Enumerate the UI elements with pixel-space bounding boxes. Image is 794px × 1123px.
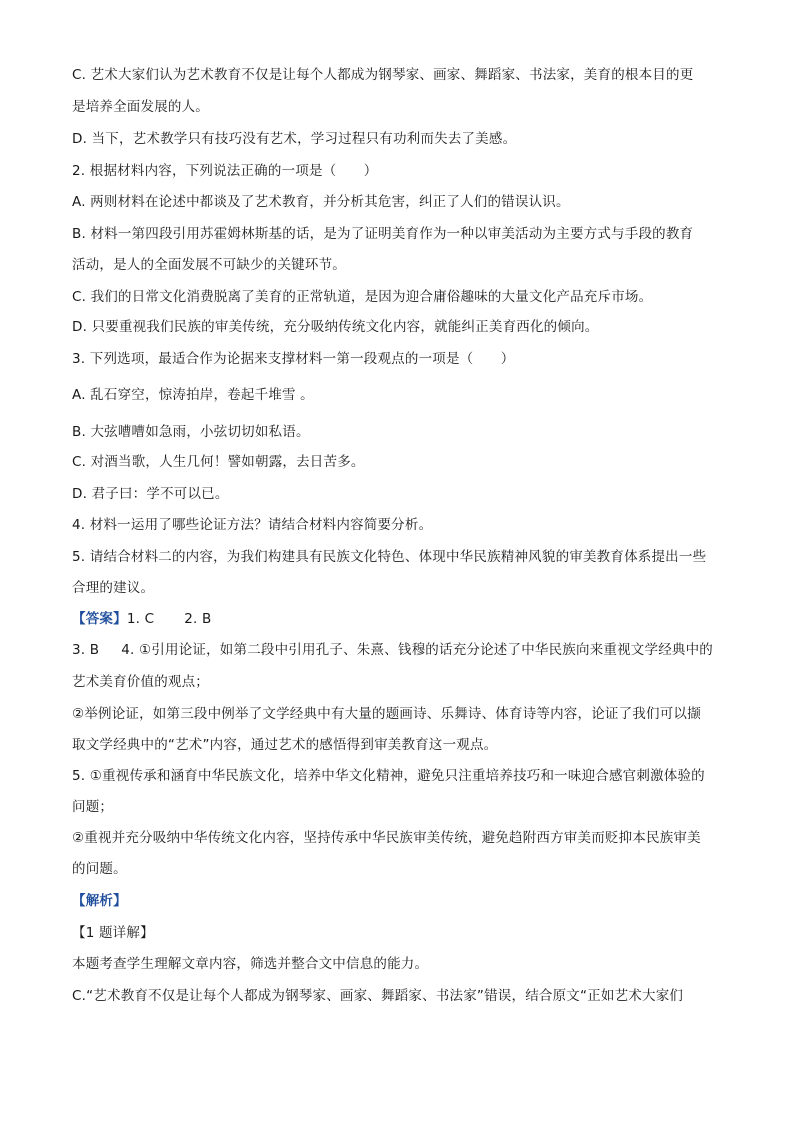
q5-stem-line2: 合理的建议。 (72, 580, 155, 596)
answer-5-line1: 5. ①重视传承和涵育中华民族文化，培养中华文化精神，避免只注重培养技巧和一味迎合感官刺激体验的 (72, 768, 705, 784)
q2-option-c: C. 我们的日常文化消费脱离了美育的正常轨道，是因为迎合庸俗趣味的大量文化产品充斥市场。 (72, 289, 653, 305)
analysis-line-2: C.“艺术教育不仅是让每个人都成为钢琴家、画家、舞蹈家、书法家”错误，结合原文“正如艺术大家们 (72, 988, 684, 1004)
q4-stem: 4. 材料一运用了哪些论证方法？请结合材料内容简要分析。 (72, 517, 433, 533)
q3-stem: 3. 下列选项，最适合作为论据来支撑材料一第一段观点的一项是（ ） (72, 351, 515, 367)
analysis-line-1: 本题考查学生理解文章内容，筛选并整合文中信息的能力。 (72, 956, 429, 972)
answer-4-line3: ②举例论证，如第三段中例举了文学经典中有大量的题画诗、乐舞诗、体育诗等内容，论证了我们可以撷 (72, 706, 701, 722)
q2-stem: 2. 根据材料内容，下列说法正确的一项是（ ） (72, 163, 378, 179)
answer-5-line2: 问题； (72, 799, 114, 815)
q1-option-c-line2: 是培养全面发展的人。 (72, 99, 209, 115)
answer-label: 【答案】 (72, 611, 127, 627)
q1-option-c-line1: C. 艺术大家们认为艺术教育不仅是让每个人都成为钢琴家、画家、舞蹈家、书法家，美育的根本目的更 (72, 67, 694, 83)
q3-option-c: C. 对酒当歌，人生几何！譬如朝露，去日苦多。 (72, 454, 365, 470)
q3-option-a: A. 乱石穿空，惊涛拍岸，卷起千堆雪 。 (72, 387, 314, 403)
q2-option-b-line2: 活动，是人的全面发展不可缺少的关键环节。 (72, 257, 346, 273)
answer-1: 1. C (126, 611, 155, 627)
q2-option-d: D. 只要重视我们民族的审美传统，充分吸纳传统文化内容，就能纠正美育西化的倾向。 (72, 319, 599, 335)
answer-row-2 (72, 641, 732, 659)
q2-option-b-line1: B. 材料一第四段引用苏霍姆林斯基的话，是为了证明美育作为一种以审美活动为主要方式与手段的教育 (72, 226, 694, 242)
q2-option-a: A. 两则材料在论述中都谈及了艺术教育，并分析其危害，纠正了人们的错误认识。 (72, 194, 570, 210)
answer-3: 3. B (72, 642, 100, 658)
q3-option-d: D. 君子曰：学不可以已。 (72, 486, 229, 502)
q1-option-d: D. 当下，艺术教学只有技巧没有艺术，学习过程只有功利而失去了美感。 (72, 131, 517, 147)
answer-2: 2. B (184, 611, 212, 627)
analysis-sub-1: 【1 题详解】 (72, 925, 154, 941)
answer-5-line3: ②重视并充分吸纳中华传统文化内容，坚持传承中华民族审美传统，避免趋附西方审美而贬抑本民族审美 (72, 830, 701, 846)
answer-4-line4: 取文学经典中的“艺术”内容，通过艺术的感悟得到审美教育这一观点。 (72, 737, 498, 753)
q5-stem-line1: 5. 请结合材料二的内容，为我们构建具有民族文化特色、体现中华民族精神风貌的审美教育体系提出一些 (72, 549, 707, 565)
answer-5-line4: 的问题。 (72, 861, 127, 877)
q3-option-b: B. 大弦嘈嘈如急雨，小弦切切如私语。 (72, 424, 310, 440)
analysis-label: 【解析】 (72, 893, 127, 909)
answer-4-line1: 4. ①引用论证，如第二段中引用孔子、朱熹、钱穆的话充分论述了中华民族向来重视文学经典中的 (121, 642, 714, 658)
answer-row-1 (72, 610, 732, 628)
answer-4-line2: 艺术美育价值的观点； (72, 674, 209, 690)
